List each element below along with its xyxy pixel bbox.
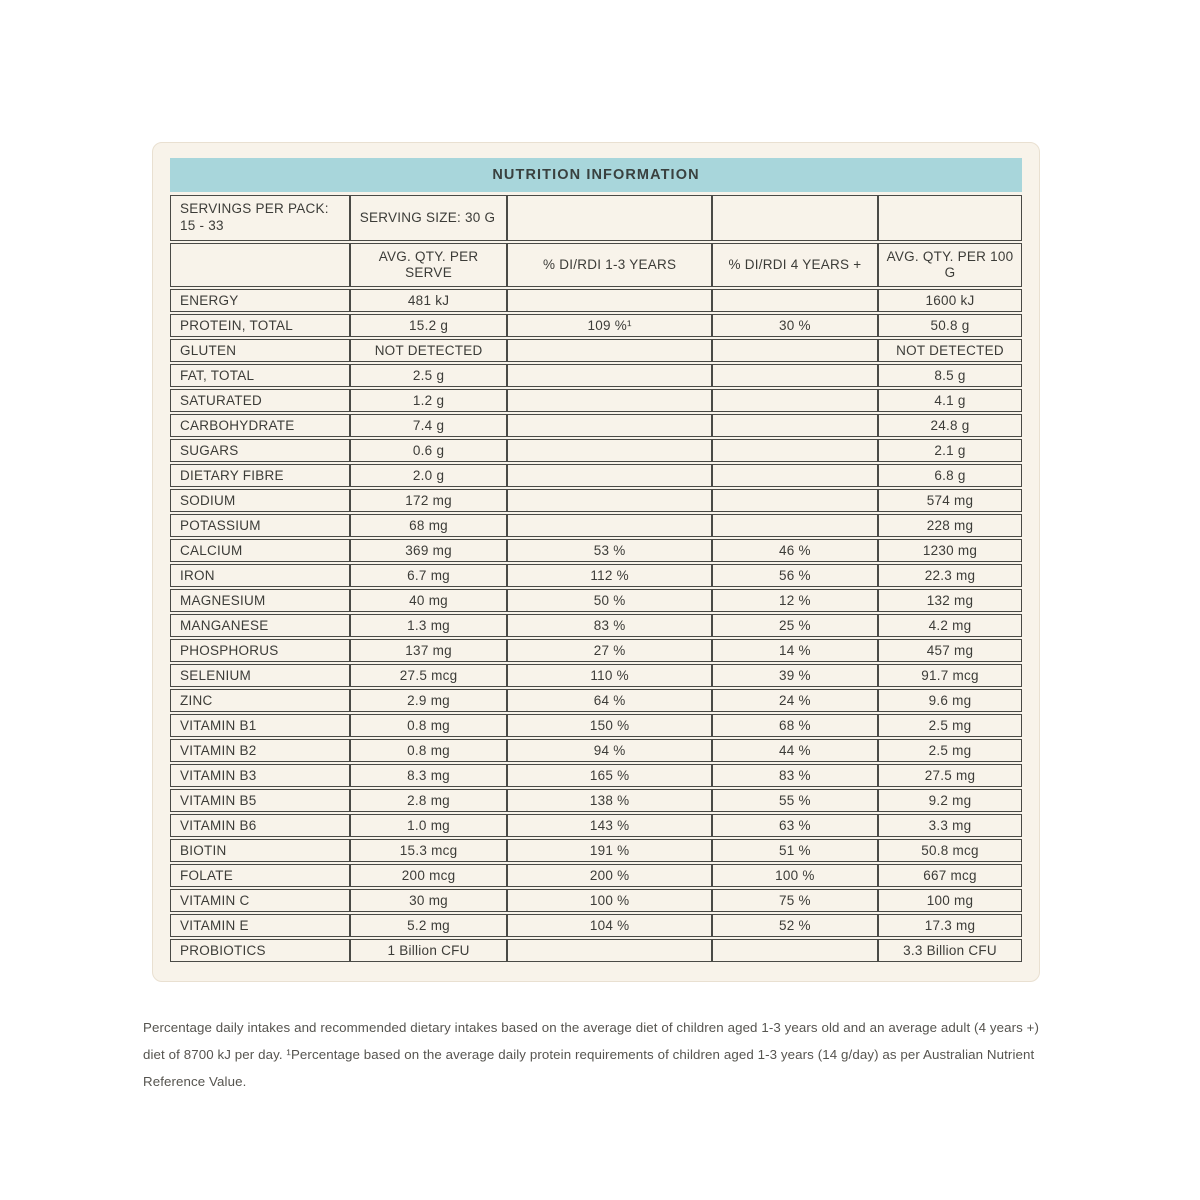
- value-di-1-3-years: [507, 464, 711, 487]
- nutrient-label: VITAMIN B6: [170, 814, 350, 837]
- value-di-1-3-years: 100 %: [507, 889, 711, 912]
- value-per-100g: 2.5 mg: [878, 714, 1022, 737]
- value-per-100g: 2.1 g: [878, 439, 1022, 462]
- nutrient-label: ENERGY: [170, 289, 350, 312]
- value-di-4-years-plus: 24 %: [712, 689, 878, 712]
- value-di-4-years-plus: 46 %: [712, 539, 878, 562]
- value-di-4-years-plus: 14 %: [712, 639, 878, 662]
- nutrient-label: MAGNESIUM: [170, 589, 350, 612]
- value-per-100g: 17.3 mg: [878, 914, 1022, 937]
- pack-info-row: [170, 195, 1022, 241]
- nutrient-row: [170, 289, 1022, 312]
- nutrient-label: IRON: [170, 564, 350, 587]
- nutrient-label: VITAMIN E: [170, 914, 350, 937]
- nutrient-label: POTASSIUM: [170, 514, 350, 537]
- value-di-4-years-plus: 12 %: [712, 589, 878, 612]
- nutrient-label: PROTEIN, TOTAL: [170, 314, 350, 337]
- nutrient-row: [170, 614, 1022, 637]
- value-per-100g: 574 mg: [878, 489, 1022, 512]
- nutrient-label: CARBOHYDRATE: [170, 414, 350, 437]
- nutrient-row: [170, 814, 1022, 837]
- value-di-1-3-years: 83 %: [507, 614, 711, 637]
- nutrient-row: [170, 839, 1022, 862]
- value-di-1-3-years: [507, 489, 711, 512]
- value-per-100g: 9.6 mg: [878, 689, 1022, 712]
- nutrient-label: DIETARY FIBRE: [170, 464, 350, 487]
- value-di-1-3-years: [507, 289, 711, 312]
- value-di-1-3-years: [507, 339, 711, 362]
- value-di-1-3-years: 200 %: [507, 864, 711, 887]
- value-per-serve: 0.8 mg: [350, 739, 508, 762]
- value-di-1-3-years: [507, 364, 711, 387]
- nutrient-row: [170, 864, 1022, 887]
- nutrient-label: SELENIUM: [170, 664, 350, 687]
- value-per-serve: 0.8 mg: [350, 714, 508, 737]
- col-header-per-serve: AVG. QTY. PER SERVE: [350, 243, 508, 287]
- nutrient-row: [170, 689, 1022, 712]
- nutrient-label: VITAMIN B2: [170, 739, 350, 762]
- value-di-4-years-plus: [712, 289, 878, 312]
- value-di-4-years-plus: 39 %: [712, 664, 878, 687]
- value-di-4-years-plus: [712, 939, 878, 962]
- value-per-100g: 27.5 mg: [878, 764, 1022, 787]
- empty-cell: [507, 195, 711, 241]
- value-per-serve: 8.3 mg: [350, 764, 508, 787]
- nutrient-label: SUGARS: [170, 439, 350, 462]
- nutrition-table: [170, 193, 1022, 964]
- value-per-100g: 667 mcg: [878, 864, 1022, 887]
- value-per-100g: 8.5 g: [878, 364, 1022, 387]
- nutrient-label: PHOSPHORUS: [170, 639, 350, 662]
- value-per-100g: 9.2 mg: [878, 789, 1022, 812]
- value-per-100g: 50.8 g: [878, 314, 1022, 337]
- nutrient-row: [170, 914, 1022, 937]
- nutrient-row: [170, 464, 1022, 487]
- value-di-1-3-years: 191 %: [507, 839, 711, 862]
- nutrient-label: BIOTIN: [170, 839, 350, 862]
- nutrient-row: [170, 539, 1022, 562]
- value-di-1-3-years: 64 %: [507, 689, 711, 712]
- value-di-4-years-plus: 52 %: [712, 914, 878, 937]
- nutrient-row: [170, 889, 1022, 912]
- nutrient-label: VITAMIN B3: [170, 764, 350, 787]
- value-per-100g: 228 mg: [878, 514, 1022, 537]
- value-di-4-years-plus: [712, 389, 878, 412]
- column-header-row: [170, 243, 1022, 287]
- nutrient-label: SODIUM: [170, 489, 350, 512]
- value-di-4-years-plus: 56 %: [712, 564, 878, 587]
- value-di-4-years-plus: 55 %: [712, 789, 878, 812]
- value-di-1-3-years: 109 %¹: [507, 314, 711, 337]
- value-di-1-3-years: [507, 939, 711, 962]
- value-per-serve: 5.2 mg: [350, 914, 508, 937]
- nutrient-label: ZINC: [170, 689, 350, 712]
- value-di-4-years-plus: [712, 339, 878, 362]
- value-di-1-3-years: [507, 514, 711, 537]
- servings-per-pack: SERVINGS PER PACK: 15 - 33: [170, 195, 350, 241]
- value-per-serve: 1.3 mg: [350, 614, 508, 637]
- nutrient-label: GLUTEN: [170, 339, 350, 362]
- value-per-100g: 22.3 mg: [878, 564, 1022, 587]
- value-di-1-3-years: [507, 414, 711, 437]
- value-di-4-years-plus: [712, 364, 878, 387]
- nutrition-panel: [152, 142, 1040, 982]
- nutrient-label: PROBIOTICS: [170, 939, 350, 962]
- value-per-serve: 137 mg: [350, 639, 508, 662]
- panel-title: NUTRITION INFORMATION: [170, 158, 1022, 192]
- value-di-1-3-years: [507, 439, 711, 462]
- value-di-4-years-plus: 25 %: [712, 614, 878, 637]
- value-di-1-3-years: 138 %: [507, 789, 711, 812]
- nutrient-row: [170, 764, 1022, 787]
- nutrient-label: FAT, TOTAL: [170, 364, 350, 387]
- value-per-100g: 24.8 g: [878, 414, 1022, 437]
- nutrient-label: VITAMIN C: [170, 889, 350, 912]
- value-per-serve: 172 mg: [350, 489, 508, 512]
- value-per-100g: 2.5 mg: [878, 739, 1022, 762]
- nutrient-row: [170, 489, 1022, 512]
- value-per-100g: 1230 mg: [878, 539, 1022, 562]
- value-per-serve: 1.0 mg: [350, 814, 508, 837]
- nutrient-label: MANGANESE: [170, 614, 350, 637]
- value-di-1-3-years: 27 %: [507, 639, 711, 662]
- value-per-100g: 6.8 g: [878, 464, 1022, 487]
- value-per-serve: 15.2 g: [350, 314, 508, 337]
- nutrient-row: [170, 589, 1022, 612]
- nutrient-label: VITAMIN B1: [170, 714, 350, 737]
- value-per-serve: 2.8 mg: [350, 789, 508, 812]
- value-per-serve: 2.0 g: [350, 464, 508, 487]
- value-per-100g: 100 mg: [878, 889, 1022, 912]
- value-di-4-years-plus: [712, 514, 878, 537]
- empty-cell: [712, 195, 878, 241]
- value-di-1-3-years: 53 %: [507, 539, 711, 562]
- value-per-100g: 457 mg: [878, 639, 1022, 662]
- nutrient-row: [170, 664, 1022, 687]
- value-per-serve: 27.5 mcg: [350, 664, 508, 687]
- value-di-1-3-years: 50 %: [507, 589, 711, 612]
- value-di-1-3-years: 112 %: [507, 564, 711, 587]
- nutrient-row: [170, 714, 1022, 737]
- value-per-serve: 200 mcg: [350, 864, 508, 887]
- nutrient-row: [170, 339, 1022, 362]
- col-header-di-4-years-plus: % DI/RDI 4 YEARS +: [712, 243, 878, 287]
- value-per-serve: 7.4 g: [350, 414, 508, 437]
- value-di-4-years-plus: [712, 414, 878, 437]
- empty-cell: [170, 243, 350, 287]
- nutrient-row: [170, 639, 1022, 662]
- value-per-serve: 1.2 g: [350, 389, 508, 412]
- value-per-serve: 481 kJ: [350, 289, 508, 312]
- col-header-di-1-3-years: % DI/RDI 1-3 YEARS: [507, 243, 711, 287]
- nutrient-row: [170, 314, 1022, 337]
- value-di-1-3-years: 150 %: [507, 714, 711, 737]
- nutrient-label: SATURATED: [170, 389, 350, 412]
- nutrient-label: FOLATE: [170, 864, 350, 887]
- nutrient-row: [170, 789, 1022, 812]
- col-header-per-100g: AVG. QTY. PER 100 G: [878, 243, 1022, 287]
- value-di-4-years-plus: [712, 439, 878, 462]
- value-per-serve: NOT DETECTED: [350, 339, 508, 362]
- value-di-1-3-years: 94 %: [507, 739, 711, 762]
- value-di-4-years-plus: [712, 489, 878, 512]
- value-di-4-years-plus: [712, 464, 878, 487]
- nutrient-label: VITAMIN B5: [170, 789, 350, 812]
- value-di-4-years-plus: 30 %: [712, 314, 878, 337]
- value-per-serve: 40 mg: [350, 589, 508, 612]
- value-di-4-years-plus: 75 %: [712, 889, 878, 912]
- value-di-4-years-plus: 44 %: [712, 739, 878, 762]
- value-per-100g: 132 mg: [878, 589, 1022, 612]
- value-per-100g: 50.8 mcg: [878, 839, 1022, 862]
- value-di-1-3-years: 110 %: [507, 664, 711, 687]
- nutrient-row: [170, 414, 1022, 437]
- value-per-serve: 6.7 mg: [350, 564, 508, 587]
- empty-cell: [878, 195, 1022, 241]
- value-per-100g: NOT DETECTED: [878, 339, 1022, 362]
- nutrient-row: [170, 564, 1022, 587]
- value-per-serve: 15.3 mcg: [350, 839, 508, 862]
- footnote: Percentage daily intakes and recommended dietary intakes based on the average diet of children aged 1-3 years old and an average adult (4 years +) diet of 8700 kJ per day. ¹Percentage based on the average daily protein requirements of children aged 1-3 years (14 g/day) as per Australian Nutrient Reference Value.: [143, 1020, 1040, 1089]
- value-per-serve: 369 mg: [350, 539, 508, 562]
- value-di-1-3-years: 143 %: [507, 814, 711, 837]
- value-per-serve: 2.5 g: [350, 364, 508, 387]
- value-per-100g: 91.7 mcg: [878, 664, 1022, 687]
- value-per-100g: 4.1 g: [878, 389, 1022, 412]
- value-per-serve: 0.6 g: [350, 439, 508, 462]
- value-per-100g: 3.3 Billion CFU: [878, 939, 1022, 962]
- value-di-4-years-plus: 51 %: [712, 839, 878, 862]
- value-di-1-3-years: [507, 389, 711, 412]
- value-per-serve: 30 mg: [350, 889, 508, 912]
- nutrient-row: [170, 364, 1022, 387]
- value-per-serve: 1 Billion CFU: [350, 939, 508, 962]
- value-di-4-years-plus: 100 %: [712, 864, 878, 887]
- nutrient-row: [170, 939, 1022, 962]
- serving-size: SERVING SIZE: 30 G: [350, 195, 508, 241]
- value-di-1-3-years: 104 %: [507, 914, 711, 937]
- value-per-serve: 68 mg: [350, 514, 508, 537]
- value-per-100g: 1600 kJ: [878, 289, 1022, 312]
- nutrient-label: CALCIUM: [170, 539, 350, 562]
- value-di-4-years-plus: 83 %: [712, 764, 878, 787]
- nutrient-row: [170, 739, 1022, 762]
- value-per-100g: 3.3 mg: [878, 814, 1022, 837]
- nutrient-row: [170, 439, 1022, 462]
- value-di-4-years-plus: 63 %: [712, 814, 878, 837]
- value-di-1-3-years: 165 %: [507, 764, 711, 787]
- nutrient-row: [170, 514, 1022, 537]
- value-di-4-years-plus: 68 %: [712, 714, 878, 737]
- nutrient-row: [170, 389, 1022, 412]
- value-per-100g: 4.2 mg: [878, 614, 1022, 637]
- value-per-serve: 2.9 mg: [350, 689, 508, 712]
